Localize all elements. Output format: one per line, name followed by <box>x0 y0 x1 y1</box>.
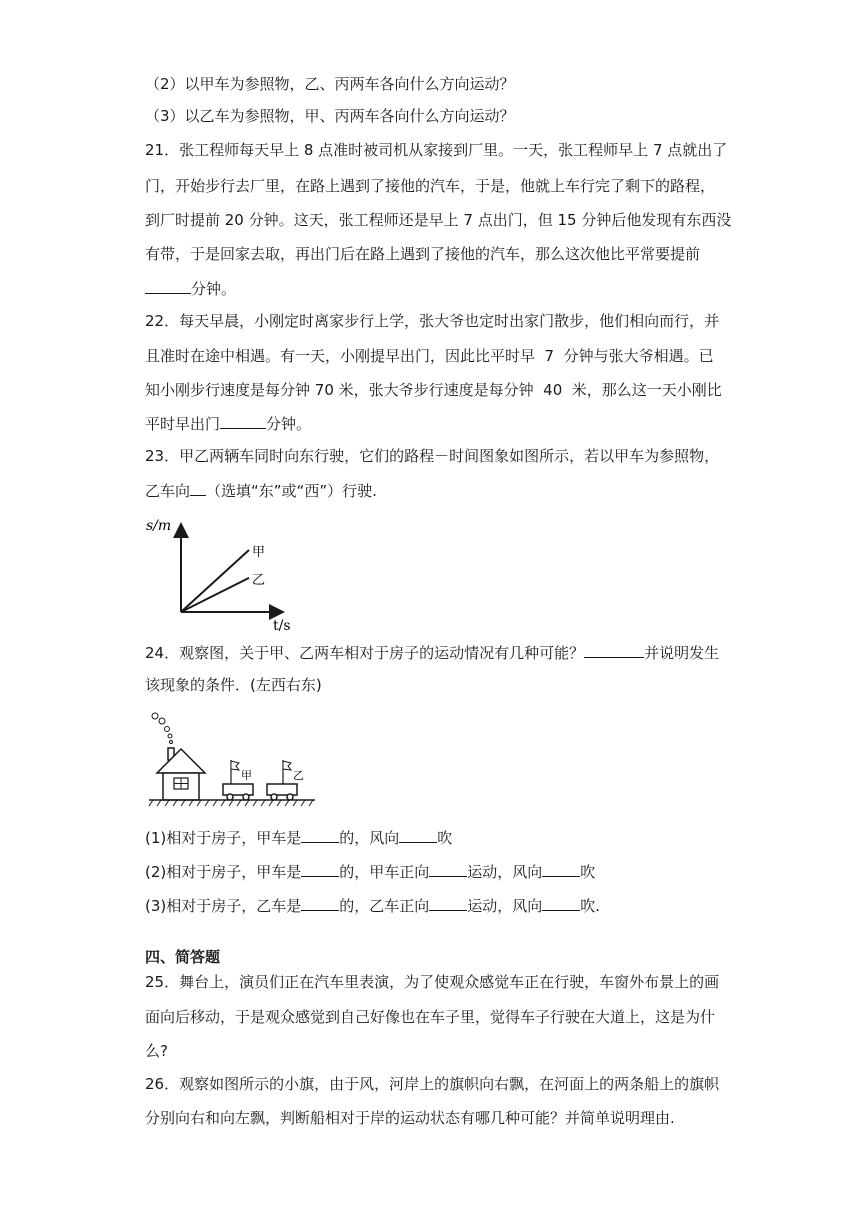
answer-blank <box>301 827 339 843</box>
st-graph <box>143 510 303 635</box>
q21-line2: 门，开始步行去厂里，在路上遇到了接他的汽车，于是，他就上车行完了剩下的路程， <box>145 177 716 195</box>
answer-blank <box>190 480 206 496</box>
house-cars-figure <box>145 708 320 813</box>
q23-line1: 23．甲乙两辆车同时向东行驶，它们的路程－时间图象如图所示，若以甲车为参照物， <box>145 447 720 465</box>
q24-sub1 <box>145 827 452 848</box>
answer-blank <box>301 861 339 877</box>
series-line-1 <box>181 578 249 612</box>
smoke-puff <box>170 741 173 744</box>
q23-line2-text-b: （选填“东”或“西”）行驶. <box>206 482 377 500</box>
house-roof <box>157 749 205 773</box>
q24-line1-text-b: 并说明发生 <box>644 644 720 662</box>
answer-blank <box>220 413 266 429</box>
q25-line1: 25．舞台上，演员们正在汽车里表演，为了使观众感觉车正在行驶，车窗外布景上的画 <box>145 973 720 991</box>
series-line-0 <box>181 550 249 612</box>
q23-line2-text-a: 乙车向 <box>145 482 191 500</box>
answer-blank <box>429 861 467 877</box>
series-label-0: 甲 <box>252 545 266 560</box>
q24-sub1-b: 的，风向 <box>339 829 400 847</box>
series-label-1: 乙 <box>252 572 266 588</box>
answer-blank <box>584 642 644 658</box>
q24-line2: 该现象的条件．(左西右东) <box>145 676 322 694</box>
x-axis-label: t/s <box>273 618 291 634</box>
q24-sub3-b: 的，乙车正向 <box>339 897 430 915</box>
q24-sub2 <box>145 861 595 882</box>
q21-line4: 有带，于是回家去取，再出门后在路上遇到了接他的汽车，那么这次他比平常要提前 <box>145 245 701 263</box>
q22-line4 <box>145 413 311 434</box>
q21-line5-text: 分钟。 <box>191 280 237 298</box>
smoke-puff <box>152 713 158 719</box>
q24-sub2-d: 吹 <box>580 863 596 881</box>
q22-line1: 22．每天早晨，小刚定时离家步行上学，张大爷也定时出家门散步，他们相向而行，并 <box>145 312 720 330</box>
smoke-puff <box>168 734 172 738</box>
q24-sub1-c: 吹 <box>437 829 453 847</box>
q24-sub1-a: (1)相对于房子，甲车是 <box>145 829 302 847</box>
cart-jia-label: 甲 <box>241 769 252 782</box>
q24-sub3-d: 吹. <box>580 897 601 915</box>
q24-sub2-b: 的，甲车正向 <box>339 863 430 881</box>
cart-jia <box>223 760 253 800</box>
cart-yi <box>267 760 304 800</box>
q20-sub2: （2）以甲车为参照物，乙、丙两车各向什么方向运动？ <box>145 75 515 93</box>
q24-sub2-c: 运动，风向 <box>467 863 543 881</box>
section-heading: 四、简答题 <box>145 948 221 966</box>
smoke-puff <box>159 718 165 724</box>
q24-sub3-c: 运动，风向 <box>467 897 543 915</box>
q22-line4-text-a: 平时早出门 <box>145 415 221 433</box>
q22-line2: 且准时在途中相遇。有一天，小刚提早出门，因此比平时早 7 分钟与张大爷相遇。已 <box>145 347 714 365</box>
q24-sub3-a: (3)相对于房子，乙车是 <box>145 897 302 915</box>
answer-blank <box>542 895 580 911</box>
y-axis-label: s/m <box>146 518 172 534</box>
q22-line4-text-b: 分钟。 <box>266 415 312 433</box>
q21-line3: 到厂时提前 20 分钟。这天，张工程师还是早上 7 点出门，但 15 分钟后他发现有东西没 <box>145 211 732 229</box>
answer-blank <box>301 895 339 911</box>
q21-line1: 21．张工程师每天早上 8 点准时被司机从家接到厂里。一天，张工程师早上 7 点就出了 <box>145 141 728 159</box>
q22-line3: 知小刚步行速度是每分钟 70 米，张大爷步行速度是每分钟 40 米，那么这一天小刚比 <box>145 381 722 399</box>
smoke-puff <box>165 727 170 732</box>
answer-blank <box>399 827 437 843</box>
ground-hatching <box>149 800 313 806</box>
q26-line2: 分别向右和向左飘，判断船相对于岸的运动状态有哪几种可能？并简单说明理由. <box>145 1109 675 1127</box>
cart-yi-label: 乙 <box>293 769 304 782</box>
answer-blank <box>145 278 191 294</box>
q24-sub2-a: (2)相对于房子，甲车是 <box>145 863 302 881</box>
q25-line2: 面向后移动，于是观众感觉到自己好像也在车子里，觉得车子行驶在大道上，这是为什 <box>145 1008 716 1026</box>
q25-line3: 么? <box>145 1042 168 1060</box>
q24-line1-row <box>145 642 719 663</box>
q21-line5 <box>145 278 236 299</box>
answer-blank <box>429 895 467 911</box>
q24-line1-text: 24．观察图，关于甲、乙两车相对于房子的运动情况有几种可能？ <box>145 644 585 662</box>
q20-sub3: （3）以乙车为参照物，甲、丙两车各向什么方向运动？ <box>145 107 515 125</box>
q26-line1: 26．观察如图所示的小旗，由于风，河岸上的旗帜向右飘，在河面上的两条船上的旗帜 <box>145 1075 720 1093</box>
answer-blank <box>542 861 580 877</box>
q23-line2 <box>145 480 377 501</box>
q24-sub3 <box>145 895 600 916</box>
